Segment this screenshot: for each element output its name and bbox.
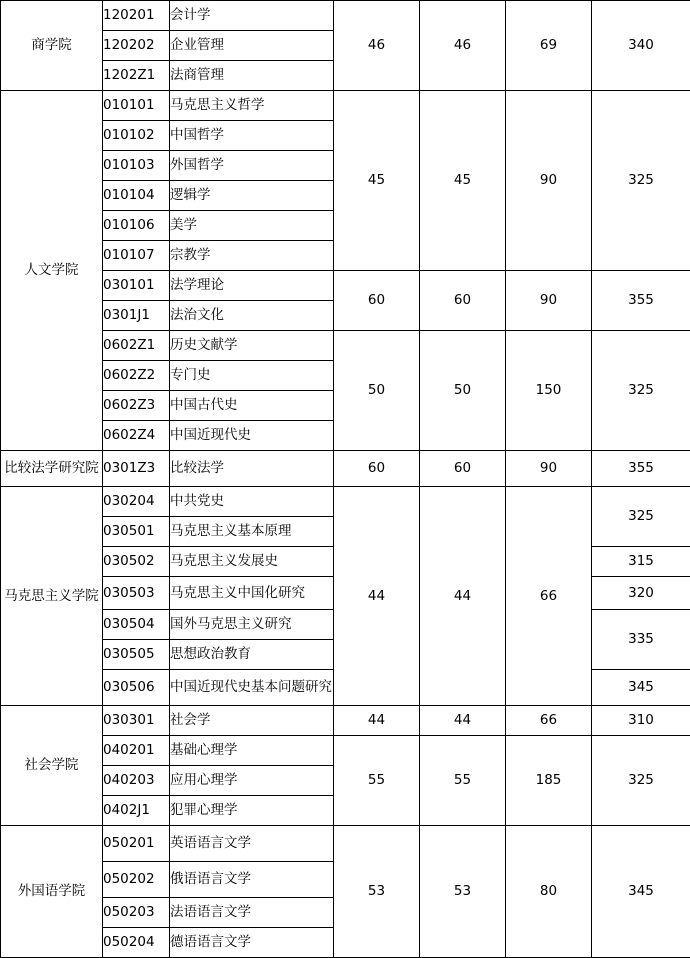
total-score-cell: 325 xyxy=(592,91,690,271)
major-name-cell: 历史文献学 xyxy=(170,331,334,361)
major-name-cell: 国外马克思主义研究 xyxy=(170,610,334,640)
code-cell: 030502 xyxy=(103,547,170,577)
major-name-cell: 马克思主义发展史 xyxy=(170,547,334,577)
politics-score-cell: 44 xyxy=(334,487,420,706)
code-cell: 120201 xyxy=(103,1,170,31)
total-score-cell: 325 xyxy=(592,487,690,547)
major-name-cell: 逻辑学 xyxy=(170,181,334,211)
code-cell: 010101 xyxy=(103,91,170,121)
table-row xyxy=(1,736,690,766)
total-score-cell: 310 xyxy=(592,706,690,736)
major-name-cell: 马克思主义中国化研究 xyxy=(170,577,334,610)
code-cell: 050204 xyxy=(103,928,170,958)
code-cell: 0602Z1 xyxy=(103,331,170,361)
major-1-score-cell: 66 xyxy=(506,706,592,736)
total-score-cell: 355 xyxy=(592,271,690,331)
total-score-cell: 355 xyxy=(592,451,690,487)
politics-score-cell: 50 xyxy=(334,331,420,451)
code-cell: 0602Z4 xyxy=(103,421,170,451)
table-row xyxy=(1,91,690,121)
foreign-language-score-cell: 44 xyxy=(420,706,506,736)
major-name-cell: 英语语言文学 xyxy=(170,826,334,862)
major-name-cell: 美学 xyxy=(170,211,334,241)
total-score-cell: 340 xyxy=(592,1,690,91)
major-1-score-cell: 185 xyxy=(506,736,592,826)
total-score-cell: 345 xyxy=(592,826,690,958)
code-cell: 030301 xyxy=(103,706,170,736)
major-name-cell: 德语语言文学 xyxy=(170,928,334,958)
code-cell: 030505 xyxy=(103,640,170,670)
total-score-cell: 335 xyxy=(592,610,690,670)
code-cell: 0301Z3 xyxy=(103,451,170,487)
table-row xyxy=(1,1,690,31)
total-score-cell: 320 xyxy=(592,577,690,610)
code-cell: 0602Z3 xyxy=(103,391,170,421)
major-name-cell: 法学理论 xyxy=(170,271,334,301)
foreign-language-score-cell: 53 xyxy=(420,826,506,958)
major-name-cell: 社会学 xyxy=(170,706,334,736)
foreign-language-score-cell: 60 xyxy=(420,451,506,487)
politics-score-cell: 60 xyxy=(334,271,420,331)
code-cell: 050201 xyxy=(103,826,170,862)
major-name-cell: 比较法学 xyxy=(170,451,334,487)
table-row xyxy=(1,706,690,736)
major-name-cell: 法治文化 xyxy=(170,301,334,331)
code-cell: 050203 xyxy=(103,898,170,928)
major-name-cell: 企业管理 xyxy=(170,31,334,61)
major-name-cell: 会计学 xyxy=(170,1,334,31)
table-row xyxy=(1,271,690,301)
foreign-language-score-cell: 60 xyxy=(420,271,506,331)
major-name-cell: 法商管理 xyxy=(170,61,334,91)
foreign-language-score-cell: 45 xyxy=(420,91,506,271)
major-name-cell: 中国哲学 xyxy=(170,121,334,151)
politics-score-cell: 44 xyxy=(334,706,420,736)
major-1-score-cell: 69 xyxy=(506,1,592,91)
politics-score-cell: 60 xyxy=(334,451,420,487)
code-cell: 120202 xyxy=(103,31,170,61)
major-name-cell: 专门史 xyxy=(170,361,334,391)
major-name-cell: 马克思主义哲学 xyxy=(170,91,334,121)
major-1-score-cell: 90 xyxy=(506,271,592,331)
major-1-score-cell: 80 xyxy=(506,826,592,958)
politics-score-cell: 53 xyxy=(334,826,420,958)
major-name-cell: 基础心理学 xyxy=(170,736,334,766)
major-1-score-cell: 90 xyxy=(506,451,592,487)
code-cell: 050202 xyxy=(103,862,170,898)
table-row xyxy=(1,826,690,862)
code-cell: 010107 xyxy=(103,241,170,271)
code-cell: 040203 xyxy=(103,766,170,796)
major-name-cell: 犯罪心理学 xyxy=(170,796,334,826)
foreign-language-score-cell: 46 xyxy=(420,1,506,91)
code-cell: 040201 xyxy=(103,736,170,766)
major-name-cell: 中国近现代史基本问题研究 xyxy=(170,670,334,706)
code-cell: 0602Z2 xyxy=(103,361,170,391)
code-cell: 030504 xyxy=(103,610,170,640)
major-name-cell: 中共党史 xyxy=(170,487,334,517)
politics-score-cell: 45 xyxy=(334,91,420,271)
major-1-score-cell: 90 xyxy=(506,91,592,271)
total-score-cell: 325 xyxy=(592,331,690,451)
major-name-cell: 中国近现代史 xyxy=(170,421,334,451)
total-score-cell: 325 xyxy=(592,736,690,826)
major-name-cell: 外国哲学 xyxy=(170,151,334,181)
school-cell: 社会学院 xyxy=(1,706,103,826)
code-cell: 010102 xyxy=(103,121,170,151)
code-cell: 030501 xyxy=(103,517,170,547)
major-name-cell: 中国古代史 xyxy=(170,391,334,421)
code-cell: 0301J1 xyxy=(103,301,170,331)
major-name-cell: 思想政治教育 xyxy=(170,640,334,670)
major-name-cell: 俄语语言文学 xyxy=(170,862,334,898)
table-row xyxy=(1,451,690,487)
school-cell: 商学院 xyxy=(1,1,103,91)
school-cell: 比较法学研究院 xyxy=(1,451,103,487)
major-name-cell: 法语语言文学 xyxy=(170,898,334,928)
major-1-score-cell: 150 xyxy=(506,331,592,451)
total-score-cell: 315 xyxy=(592,547,690,577)
code-cell: 010106 xyxy=(103,211,170,241)
politics-score-cell: 46 xyxy=(334,1,420,91)
table-row xyxy=(1,331,690,361)
politics-score-cell: 55 xyxy=(334,736,420,826)
code-cell: 0402J1 xyxy=(103,796,170,826)
total-score-cell: 345 xyxy=(592,670,690,706)
code-cell: 010103 xyxy=(103,151,170,181)
major-name-cell: 马克思主义基本原理 xyxy=(170,517,334,547)
code-cell: 030204 xyxy=(103,487,170,517)
code-cell: 1202Z1 xyxy=(103,61,170,91)
foreign-language-score-cell: 50 xyxy=(420,331,506,451)
school-cell: 外国语学院 xyxy=(1,826,103,958)
foreign-language-score-cell: 55 xyxy=(420,736,506,826)
major-1-score-cell: 66 xyxy=(506,487,592,706)
code-cell: 030101 xyxy=(103,271,170,301)
school-cell: 马克思主义学院 xyxy=(1,487,103,706)
major-name-cell: 宗教学 xyxy=(170,241,334,271)
foreign-language-score-cell: 44 xyxy=(420,487,506,706)
code-cell: 010104 xyxy=(103,181,170,211)
code-cell: 030503 xyxy=(103,577,170,610)
major-name-cell: 应用心理学 xyxy=(170,766,334,796)
code-cell: 030506 xyxy=(103,670,170,706)
school-cell: 人文学院 xyxy=(1,91,103,451)
table-row xyxy=(1,487,690,517)
